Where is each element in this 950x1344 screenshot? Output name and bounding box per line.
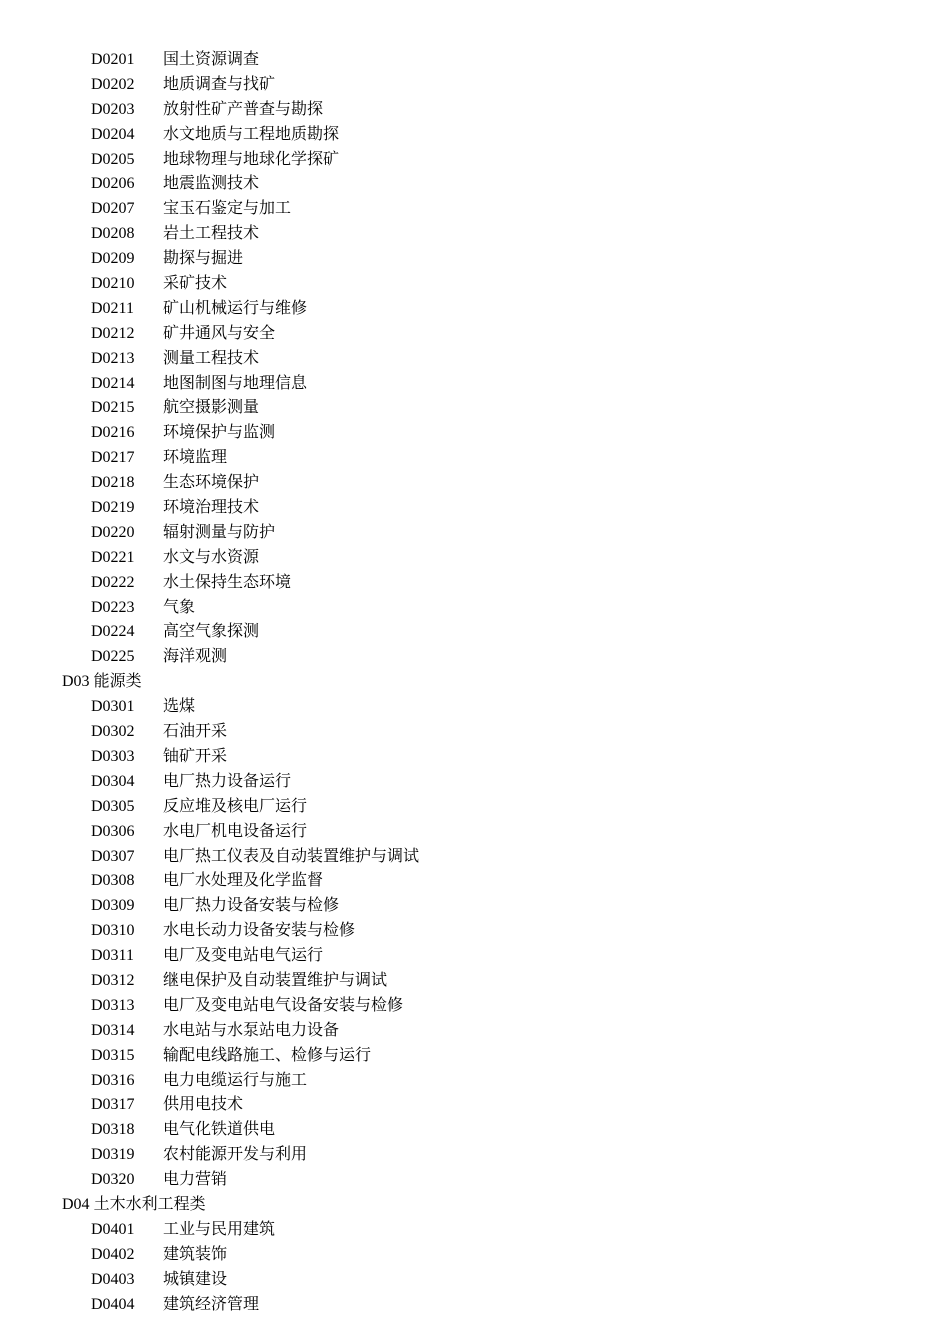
- item-name: 采矿技术: [163, 275, 228, 293]
- item-code: D0319: [91, 1146, 135, 1164]
- item-code: D0210: [91, 275, 135, 293]
- item-name: 国土资源调查: [163, 51, 260, 68]
- item-code: D0304: [91, 772, 135, 790]
- item-code: D0312: [91, 971, 135, 989]
- list-item: [0, 1243, 950, 1268]
- item-name: 环境保护与监测: [163, 424, 276, 442]
- list-item: [0, 123, 950, 148]
- list-item: [0, 148, 950, 173]
- list-item: [0, 1093, 950, 1118]
- list-item: [0, 869, 950, 894]
- item-code: D0213: [91, 349, 135, 367]
- item-code: D0205: [91, 150, 135, 168]
- item-name: 选煤: [163, 698, 196, 716]
- item-name: 地质调查与找矿: [163, 75, 276, 93]
- item-name: 电厂热工仪表及自动装置维护与调试: [163, 847, 420, 865]
- list-item: [0, 770, 950, 795]
- item-code: D0225: [91, 648, 135, 666]
- item-name: 海洋观测: [163, 648, 228, 666]
- item-code: D0401: [91, 1220, 135, 1238]
- item-code: D0317: [91, 1096, 135, 1114]
- item-code: D0204: [91, 125, 135, 143]
- item-name: 铀矿开采: [163, 747, 228, 765]
- list-item: [0, 795, 950, 820]
- list-item: [0, 48, 950, 73]
- item-name: 高空气象探测: [163, 623, 260, 641]
- list-item: [0, 1218, 950, 1243]
- item-code: D0222: [91, 573, 135, 591]
- list-item: [0, 894, 950, 919]
- list-item: [0, 446, 950, 471]
- item-name: 勘探与掘进: [163, 250, 244, 268]
- list-item: [0, 571, 950, 596]
- item-name: 工业与民用建筑: [163, 1220, 276, 1238]
- item-name: 建筑经济管理: [163, 1295, 260, 1313]
- item-name: 水文与水资源: [163, 548, 260, 566]
- list-item: [0, 521, 950, 546]
- list-item: [0, 197, 950, 222]
- list-item: [0, 222, 950, 247]
- item-name: 辐射测量与防护: [163, 523, 276, 541]
- item-name: 地震监测技术: [163, 175, 260, 193]
- category-name: 能源类: [93, 673, 142, 691]
- item-name: 城镇建设: [163, 1270, 228, 1288]
- item-code: D0218: [91, 474, 135, 492]
- list-item: [0, 396, 950, 421]
- item-code: D0207: [91, 200, 135, 218]
- list-item: [0, 372, 950, 397]
- item-name: 测量工程技术: [163, 349, 260, 367]
- list-item: [0, 297, 950, 322]
- item-code: D0211: [91, 299, 134, 317]
- item-name: 矿井通风与安全: [163, 324, 276, 342]
- item-code: D0208: [91, 225, 135, 243]
- list-item: [0, 1168, 950, 1193]
- list-item: [0, 1268, 950, 1293]
- item-name: 放射性矿产普查与勘探: [163, 100, 324, 118]
- category-code: D03: [62, 673, 90, 691]
- item-code: D0201: [91, 51, 135, 68]
- item-name: 宝玉石鉴定与加工: [163, 200, 292, 218]
- category-code: D04: [62, 1195, 90, 1213]
- item-code: D0320: [91, 1171, 135, 1189]
- item-code: D0215: [91, 399, 135, 417]
- item-code: D0309: [91, 897, 135, 915]
- item-name: 电厂水处理及化学监督: [163, 872, 324, 890]
- item-name: 岩土工程技术: [163, 225, 260, 243]
- item-name: 反应堆及核电厂运行: [163, 797, 308, 815]
- item-code: D0303: [91, 747, 135, 765]
- item-name: 地图制图与地理信息: [163, 374, 308, 392]
- item-name: 电厂热力设备运行: [163, 772, 292, 790]
- item-name: 电力营销: [163, 1171, 228, 1189]
- list-item: [0, 596, 950, 621]
- item-name: 农村能源开发与利用: [163, 1146, 308, 1164]
- item-code: D0307: [91, 847, 135, 865]
- item-name: 水电长动力设备安装与检修: [163, 922, 356, 940]
- list-item: [0, 347, 950, 372]
- list-item: [0, 695, 950, 720]
- list-item: [0, 820, 950, 845]
- list-item: [0, 845, 950, 870]
- item-name: 环境治理技术: [163, 499, 260, 517]
- item-name: 电厂及变电站电气设备安装与检修: [163, 996, 404, 1014]
- list-item: [0, 421, 950, 446]
- list-item: [0, 98, 950, 123]
- item-code: D0402: [91, 1245, 135, 1263]
- item-name: 地球物理与地球化学探矿: [163, 150, 340, 168]
- item-name: 石油开采: [163, 723, 228, 741]
- list-item: [0, 1293, 950, 1318]
- item-name: 电力电缆运行与施工: [163, 1071, 308, 1089]
- item-code: D0302: [91, 723, 135, 741]
- list-item: [0, 1118, 950, 1143]
- category-heading: [0, 670, 950, 695]
- item-code: D0301: [91, 698, 135, 716]
- item-code: D0403: [91, 1270, 135, 1288]
- item-code: D0306: [91, 822, 135, 840]
- item-name: 电厂热力设备安装与检修: [163, 897, 340, 915]
- list-item: [0, 322, 950, 347]
- list-item: [0, 1019, 950, 1044]
- list-item: [0, 496, 950, 521]
- item-name: 环境监理: [163, 449, 228, 467]
- item-code: D0318: [91, 1121, 135, 1139]
- item-code: D0311: [91, 947, 134, 965]
- item-code: D0212: [91, 324, 135, 342]
- list-item: [0, 645, 950, 670]
- item-code: D0313: [91, 996, 135, 1014]
- item-code: D0214: [91, 374, 135, 392]
- list-item: [0, 969, 950, 994]
- item-code: D0220: [91, 523, 135, 541]
- category-name: 土木水利工程类: [93, 1195, 206, 1213]
- item-name: 水电厂机电设备运行: [163, 822, 308, 840]
- category-heading: [0, 1193, 950, 1218]
- list-item: [0, 272, 950, 297]
- item-code: D0224: [91, 623, 135, 641]
- list-item: [0, 247, 950, 272]
- item-name: 水文地质与工程地质勘探: [163, 125, 340, 143]
- list-item: [0, 1069, 950, 1094]
- list-item: [0, 745, 950, 770]
- item-name: 矿山机械运行与维修: [163, 299, 308, 317]
- item-code: D0202: [91, 75, 135, 93]
- item-code: D0223: [91, 598, 135, 616]
- item-code: D0216: [91, 424, 135, 442]
- list-item: [0, 620, 950, 645]
- item-code: D0219: [91, 499, 135, 517]
- item-name: 生态环境保护: [163, 474, 260, 492]
- item-code: D0310: [91, 922, 135, 940]
- item-code: D0305: [91, 797, 135, 815]
- list-item: [0, 1044, 950, 1069]
- item-name: 电气化铁道供电: [163, 1121, 276, 1139]
- list-item: [0, 471, 950, 496]
- item-code: D0209: [91, 250, 135, 268]
- list-item: [0, 1143, 950, 1168]
- item-code: D0315: [91, 1046, 135, 1064]
- item-code: D0316: [91, 1071, 135, 1089]
- item-name: 水电站与水泵站电力设备: [163, 1021, 340, 1039]
- item-name: 水土保持生态环境: [163, 573, 292, 591]
- list-item: [0, 172, 950, 197]
- item-name: 建筑装饰: [163, 1245, 228, 1263]
- item-code: D0404: [91, 1295, 135, 1313]
- list-item: [0, 720, 950, 745]
- item-name: 航空摄影测量: [163, 399, 260, 417]
- item-code: D0221: [91, 548, 135, 566]
- document-body: [0, 48, 950, 1317]
- item-code: D0203: [91, 100, 135, 118]
- item-name: 电厂及变电站电气运行: [163, 947, 324, 965]
- item-name: 供用电技术: [163, 1096, 244, 1114]
- item-name: 继电保护及自动装置维护与调试: [163, 971, 388, 989]
- list-item: [0, 994, 950, 1019]
- item-code: D0217: [91, 449, 135, 467]
- item-name: 输配电线路施工、检修与运行: [163, 1046, 372, 1064]
- list-item: [0, 546, 950, 571]
- item-code: D0206: [91, 175, 135, 193]
- item-code: D0308: [91, 872, 135, 890]
- list-item: [0, 944, 950, 969]
- item-code: D0314: [91, 1021, 135, 1039]
- item-name: 气象: [163, 598, 196, 616]
- list-item: [0, 73, 950, 98]
- list-item: [0, 919, 950, 944]
